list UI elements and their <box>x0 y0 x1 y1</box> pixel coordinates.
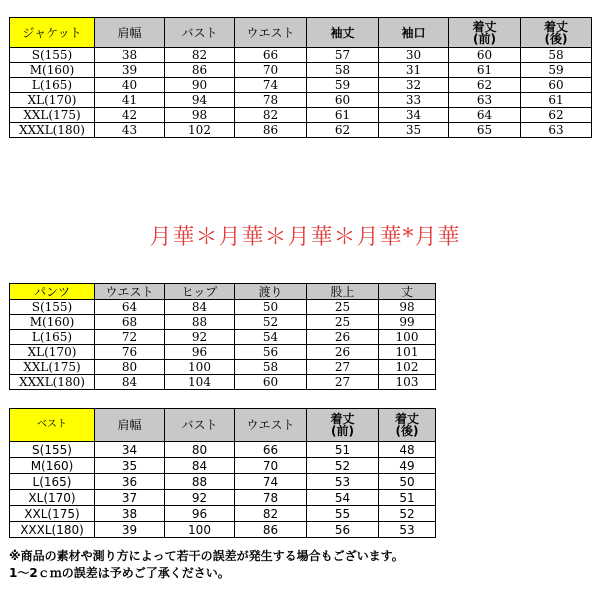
size-label-cell: S(155) <box>10 300 95 315</box>
measurement-cell: 66 <box>235 48 307 63</box>
table-row <box>10 506 436 522</box>
table-row <box>10 63 592 78</box>
measurement-cell: 35 <box>95 458 165 474</box>
pants-size-table <box>9 283 436 390</box>
measurement-cell: 80 <box>95 360 165 375</box>
measurement-cell: 100 <box>165 522 235 538</box>
measurement-cell: 88 <box>165 315 235 330</box>
measurement-cell: 99 <box>379 315 436 330</box>
pants-header-hip: ヒップ <box>165 284 235 300</box>
size-label-cell: XXXL(180) <box>10 522 95 538</box>
measurement-cell: 63 <box>521 123 592 138</box>
measurement-cell: 102 <box>379 360 436 375</box>
table-row <box>10 108 592 123</box>
brand-watermark: 月華＊月華＊月華＊月華*月華 <box>149 225 461 250</box>
measurement-cell: 64 <box>449 108 521 123</box>
measurement-cell: 52 <box>307 458 379 474</box>
jacket-header-length-back-text: 着丈 (後) <box>543 19 568 46</box>
size-label-cell: M(160) <box>10 458 95 474</box>
jacket-header-length-back <box>521 18 592 48</box>
measurement-cell: 51 <box>307 442 379 458</box>
measurement-cell: 84 <box>165 458 235 474</box>
size-label-cell: XL(170) <box>10 490 95 506</box>
table-row <box>10 300 436 315</box>
vest-header-length-back-text: 着丈 (後) <box>394 412 419 438</box>
measurement-cell: 25 <box>307 300 379 315</box>
measurement-cell: 31 <box>379 63 449 78</box>
measurement-cell: 101 <box>379 345 436 360</box>
jacket-size-table <box>9 17 592 138</box>
size-label-cell: XXL(175) <box>10 506 95 522</box>
measurement-cell: 74 <box>235 78 307 93</box>
measurement-cell: 104 <box>165 375 235 390</box>
table-row <box>10 490 436 506</box>
size-label-cell: L(165) <box>10 474 95 490</box>
measurement-cell: 86 <box>165 63 235 78</box>
size-label-cell: XXXL(180) <box>10 123 95 138</box>
measurement-cell: 65 <box>449 123 521 138</box>
table-row <box>10 315 436 330</box>
size-label-cell: L(165) <box>10 78 95 93</box>
pants-header-length: 丈 <box>379 284 436 300</box>
measurement-cell: 102 <box>165 123 235 138</box>
measurement-cell: 58 <box>235 360 307 375</box>
table-row <box>10 123 592 138</box>
jacket-title: ジャケット <box>10 18 95 48</box>
vest-header-row <box>10 409 436 442</box>
measurement-cell: 86 <box>235 522 307 538</box>
table-row <box>10 48 592 63</box>
measurement-cell: 36 <box>95 474 165 490</box>
measurement-cell: 88 <box>165 474 235 490</box>
measurement-cell: 56 <box>235 345 307 360</box>
vest-size-table <box>9 408 436 538</box>
measurement-cell: 94 <box>165 93 235 108</box>
pants-body <box>10 300 436 390</box>
measurement-cell: 49 <box>379 458 436 474</box>
measurement-cell: 96 <box>165 345 235 360</box>
size-label-cell: XXXL(180) <box>10 375 95 390</box>
measurement-cell: 68 <box>95 315 165 330</box>
measurement-cell: 39 <box>95 63 165 78</box>
pants-header-row <box>10 284 436 300</box>
measurement-cell: 40 <box>95 78 165 93</box>
vest-body <box>10 442 436 538</box>
measurement-cell: 26 <box>307 330 379 345</box>
measurement-cell: 42 <box>95 108 165 123</box>
jacket-header-length-front-text: 着丈 (前) <box>472 19 497 46</box>
pants-header-waist: ウエスト <box>95 284 165 300</box>
disclaimer-note: ※商品の素材や測り方によって若干の誤差が発生する場合もございます。 <box>9 549 404 563</box>
size-label-cell: L(165) <box>10 330 95 345</box>
measurement-cell: 55 <box>307 506 379 522</box>
pants-header-rise: 股上 <box>307 284 379 300</box>
measurement-cell: 54 <box>235 330 307 345</box>
measurement-cell: 86 <box>235 123 307 138</box>
jacket-header-waist: ウエスト <box>235 18 307 48</box>
measurement-cell: 56 <box>307 522 379 538</box>
measurement-cell: 57 <box>307 48 379 63</box>
measurement-cell: 50 <box>235 300 307 315</box>
measurement-cell: 27 <box>307 375 379 390</box>
measurement-cell: 76 <box>95 345 165 360</box>
table-row <box>10 458 436 474</box>
measurement-cell: 52 <box>235 315 307 330</box>
jacket-header-length-front <box>449 18 521 48</box>
measurement-cell: 78 <box>235 93 307 108</box>
measurement-cell: 35 <box>379 123 449 138</box>
size-label-cell: S(155) <box>10 442 95 458</box>
measurement-cell: 50 <box>379 474 436 490</box>
measurement-cell: 96 <box>165 506 235 522</box>
size-label-cell: M(160) <box>10 63 95 78</box>
table-row <box>10 474 436 490</box>
measurement-cell: 82 <box>165 48 235 63</box>
measurement-cell: 92 <box>165 330 235 345</box>
pants-header-thigh: 渡り <box>235 284 307 300</box>
measurement-cell: 52 <box>379 506 436 522</box>
measurement-cell: 37 <box>95 490 165 506</box>
measurement-cell: 60 <box>307 93 379 108</box>
jacket-header-shoulder: 肩幅 <box>95 18 165 48</box>
measurement-cell: 82 <box>235 506 307 522</box>
measurement-cell: 100 <box>165 360 235 375</box>
measurement-cell: 41 <box>95 93 165 108</box>
vest-header-waist: ウエスト <box>235 409 307 442</box>
measurement-cell: 64 <box>95 300 165 315</box>
jacket-header-bust: バスト <box>165 18 235 48</box>
measurement-cell: 59 <box>307 78 379 93</box>
measurement-cell: 38 <box>95 48 165 63</box>
measurement-cell: 53 <box>307 474 379 490</box>
measurement-cell: 80 <box>165 442 235 458</box>
jacket-header-sleeve-length: 袖丈 <box>307 18 379 48</box>
vest-header-length-front <box>307 409 379 442</box>
measurement-cell: 60 <box>235 375 307 390</box>
vest-title: ベスト <box>10 409 95 442</box>
measurement-cell: 98 <box>165 108 235 123</box>
measurement-cell: 61 <box>307 108 379 123</box>
table-row <box>10 442 436 458</box>
jacket-header-row <box>10 18 592 48</box>
table-row <box>10 360 436 375</box>
vest-header-bust: バスト <box>165 409 235 442</box>
tolerance-note: 1～2ｃｍの誤差は予めご了承ください。 <box>9 566 230 580</box>
measurement-cell: 58 <box>307 63 379 78</box>
table-row <box>10 93 592 108</box>
measurement-cell: 60 <box>521 78 592 93</box>
table-row <box>10 78 592 93</box>
measurement-cell: 100 <box>379 330 436 345</box>
measurement-cell: 39 <box>95 522 165 538</box>
measurement-cell: 72 <box>95 330 165 345</box>
measurement-cell: 84 <box>165 300 235 315</box>
measurement-cell: 27 <box>307 360 379 375</box>
measurement-cell: 63 <box>449 93 521 108</box>
measurement-cell: 62 <box>449 78 521 93</box>
jacket-body <box>10 48 592 138</box>
table-row <box>10 345 436 360</box>
table-row <box>10 375 436 390</box>
measurement-cell: 61 <box>449 63 521 78</box>
measurement-cell: 78 <box>235 490 307 506</box>
measurement-cell: 98 <box>379 300 436 315</box>
measurement-cell: 32 <box>379 78 449 93</box>
measurement-cell: 60 <box>449 48 521 63</box>
measurement-cell: 84 <box>95 375 165 390</box>
measurement-cell: 92 <box>165 490 235 506</box>
measurement-cell: 74 <box>235 474 307 490</box>
size-label-cell: S(155) <box>10 48 95 63</box>
measurement-cell: 43 <box>95 123 165 138</box>
measurement-cell: 33 <box>379 93 449 108</box>
measurement-cell: 90 <box>165 78 235 93</box>
measurement-cell: 82 <box>235 108 307 123</box>
table-row <box>10 330 436 345</box>
measurement-cell: 53 <box>379 522 436 538</box>
size-label-cell: XL(170) <box>10 93 95 108</box>
pants-title: パンツ <box>10 284 95 300</box>
measurement-cell: 48 <box>379 442 436 458</box>
vest-header-length-front-text: 着丈 (前) <box>330 412 355 438</box>
measurement-cell: 25 <box>307 315 379 330</box>
measurement-cell: 103 <box>379 375 436 390</box>
size-label-cell: XL(170) <box>10 345 95 360</box>
measurement-cell: 61 <box>521 93 592 108</box>
size-label-cell: XXL(175) <box>10 108 95 123</box>
measurement-cell: 62 <box>521 108 592 123</box>
jacket-header-cuff: 袖口 <box>379 18 449 48</box>
size-label-cell: XXL(175) <box>10 360 95 375</box>
measurement-cell: 34 <box>95 442 165 458</box>
measurement-cell: 70 <box>235 63 307 78</box>
vest-header-shoulder: 肩幅 <box>95 409 165 442</box>
size-label-cell: M(160) <box>10 315 95 330</box>
measurement-cell: 38 <box>95 506 165 522</box>
measurement-cell: 66 <box>235 442 307 458</box>
vest-header-length-back <box>379 409 436 442</box>
measurement-cell: 58 <box>521 48 592 63</box>
table-row <box>10 522 436 538</box>
measurement-cell: 70 <box>235 458 307 474</box>
measurement-cell: 30 <box>379 48 449 63</box>
measurement-cell: 54 <box>307 490 379 506</box>
measurement-cell: 62 <box>307 123 379 138</box>
measurement-cell: 26 <box>307 345 379 360</box>
measurement-cell: 59 <box>521 63 592 78</box>
measurement-cell: 51 <box>379 490 436 506</box>
measurement-cell: 34 <box>379 108 449 123</box>
